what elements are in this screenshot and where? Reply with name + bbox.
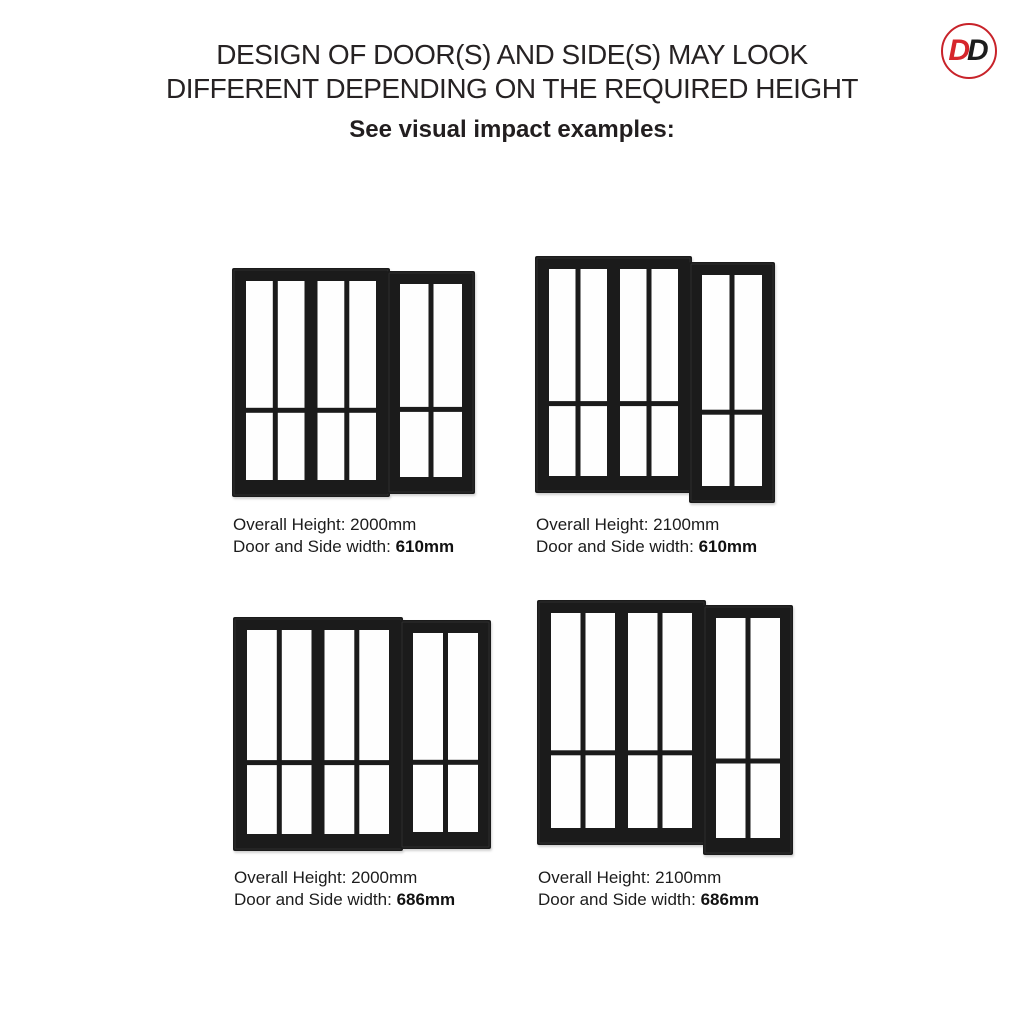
vertical-muntin-bar: [429, 284, 434, 477]
example-caption: [536, 514, 757, 558]
door-side-width-label: Door and Side width:: [233, 537, 391, 556]
door-example-2100-610: [535, 256, 775, 556]
example-caption: [538, 867, 759, 911]
vertical-muntin-bar: [658, 613, 663, 828]
vertical-muntin-bar: [581, 613, 586, 828]
door-illustration: [535, 256, 775, 503]
vertical-muntin-bar: [344, 281, 349, 480]
vertical-muntin-bar: [730, 275, 735, 486]
door-set-drawing: [535, 256, 775, 503]
horizontal-muntin-bar: [413, 760, 478, 765]
vertical-muntin-bar: [354, 630, 359, 834]
overall-height-label: Overall Height: 2100mm: [536, 515, 720, 534]
horizontal-muntin-bar: [620, 401, 678, 406]
vertical-muntin-bar: [277, 630, 282, 834]
door-example-2100-686: [537, 600, 793, 909]
horizontal-muntin-bar: [549, 401, 607, 406]
horizontal-muntin-bar: [325, 760, 390, 765]
width-line: [538, 889, 759, 911]
door-set-drawing: [232, 268, 475, 497]
overall-height-label: Overall Height: 2000mm: [233, 515, 417, 534]
horizontal-muntin-bar: [247, 760, 312, 765]
page-title: [0, 34, 1024, 106]
door-side-width-value: 610mm: [698, 537, 758, 556]
width-line: [536, 536, 757, 558]
vertical-muntin-bar: [746, 618, 751, 838]
door-side-width-value: 686mm: [700, 890, 760, 909]
door-side-width-value: 610mm: [395, 537, 455, 556]
door-illustration: [233, 617, 491, 851]
vertical-muntin-bar: [273, 281, 278, 480]
door-illustration: [537, 600, 793, 855]
title-line-2: DIFFERENT DEPENDING ON THE REQUIRED HEIGHT: [165, 73, 859, 104]
horizontal-muntin-bar: [628, 750, 692, 755]
door-side-width-label: Door and Side width:: [234, 890, 392, 909]
horizontal-muntin-bar: [400, 407, 462, 412]
door-example-2000-610: [232, 268, 475, 556]
example-caption: [233, 514, 454, 558]
width-line: [234, 889, 455, 911]
vertical-muntin-bar: [443, 633, 448, 832]
door-set-drawing: [233, 617, 491, 851]
door-set-drawing: [537, 600, 793, 855]
horizontal-muntin-bar: [702, 410, 762, 415]
horizontal-muntin-bar: [318, 408, 377, 413]
dd-brand-logo: [941, 23, 997, 79]
logo-letter-2: D: [967, 34, 986, 67]
door-side-width-label: Door and Side width:: [536, 537, 694, 556]
width-line: [233, 536, 454, 558]
overall-height-label: Overall Height: 2100mm: [538, 868, 722, 887]
door-side-width-label: Door and Side width:: [538, 890, 696, 909]
vertical-muntin-bar: [647, 269, 652, 476]
door-side-width-value: 686mm: [396, 890, 456, 909]
horizontal-muntin-bar: [246, 408, 305, 413]
door-example-2000-686: [233, 617, 491, 909]
overall-height-label: Overall Height: 2000mm: [234, 868, 418, 887]
example-caption: [234, 867, 455, 911]
subtitle: See visual impact examples:: [349, 116, 675, 143]
door-illustration: [232, 268, 475, 497]
logo-letter-1: D: [948, 34, 967, 67]
vertical-muntin-bar: [576, 269, 581, 476]
horizontal-muntin-bar: [716, 759, 780, 764]
horizontal-muntin-bar: [551, 750, 615, 755]
title-line-1: DESIGN OF DOOR(S) AND SIDE(S) MAY LOOK: [216, 39, 808, 70]
